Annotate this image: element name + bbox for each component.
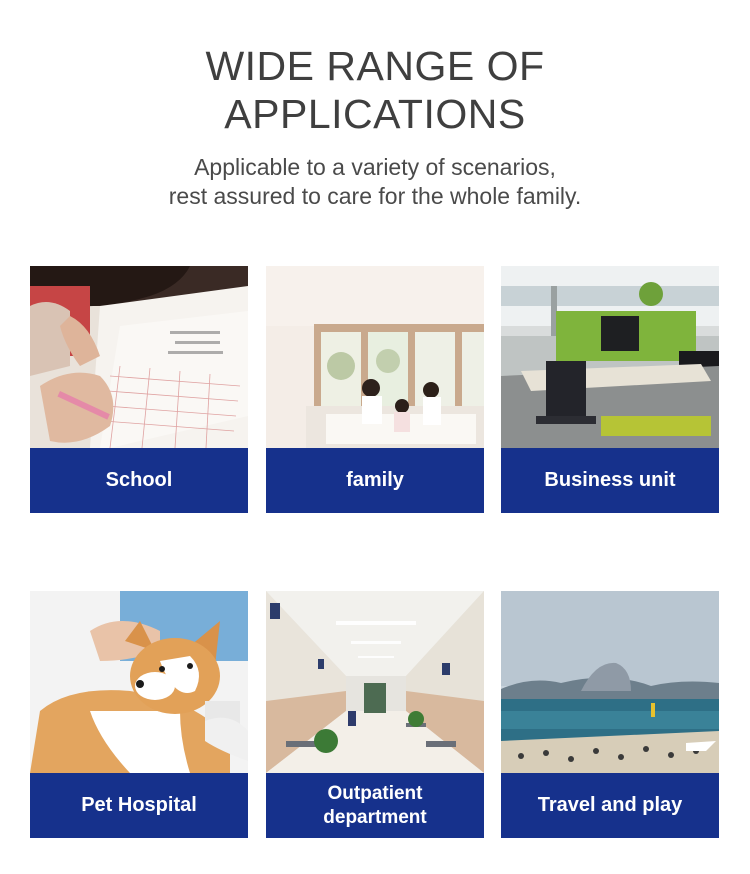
page-subtitle-line-1: Applicable to a variety of scenarios, <box>194 154 556 180</box>
application-label: Travel and play <box>501 773 719 838</box>
office-desk-photo <box>501 266 719 448</box>
child-writing-photo <box>30 266 248 448</box>
application-card-family <box>266 266 484 513</box>
page-title-line-1: WIDE RANGE OF <box>205 43 545 89</box>
application-card-business-unit <box>501 266 719 513</box>
application-label: family <box>266 448 484 513</box>
family-living-room-photo <box>266 266 484 448</box>
application-label: School <box>30 448 248 513</box>
application-label: Outpatient department <box>266 773 484 838</box>
page-subtitle <box>0 153 750 211</box>
application-label: Pet Hospital <box>30 773 248 838</box>
hospital-corridor-photo <box>266 591 484 773</box>
application-card-school <box>30 266 248 513</box>
page-title <box>0 42 750 138</box>
beach-photo <box>501 591 719 773</box>
application-card-travel-and-play <box>501 591 719 838</box>
corgi-vet-photo <box>30 591 248 773</box>
application-card-pet-hospital <box>30 591 248 838</box>
application-card-outpatient-department <box>266 591 484 838</box>
application-label: Business unit <box>501 448 719 513</box>
page-title-line-2: APPLICATIONS <box>224 91 526 137</box>
page-subtitle-line-2: rest assured to care for the whole family. <box>168 183 582 209</box>
